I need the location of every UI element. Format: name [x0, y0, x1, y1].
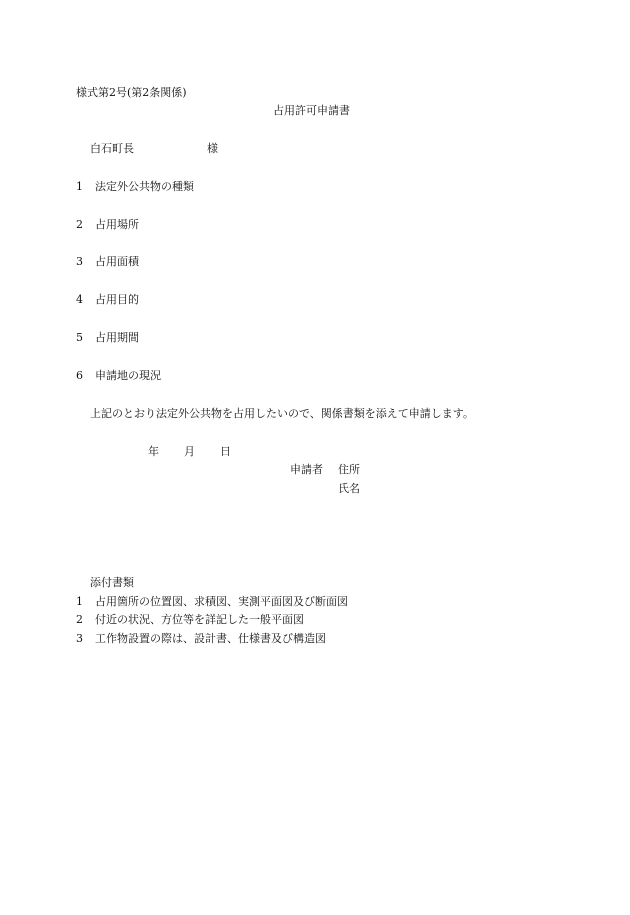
attachments-heading: 添付書類: [90, 576, 134, 589]
item-number: 2: [76, 218, 83, 231]
applicant-name-label: 氏名: [338, 482, 360, 495]
attachment-item: [76, 614, 304, 625]
item-number: 3: [76, 255, 83, 268]
item-current-state: [76, 370, 161, 381]
application-statement: 上記のとおり法定外公共物を占用したいので、関係書類を添えて申請します。: [90, 407, 474, 420]
item-location: [76, 219, 139, 230]
addressee-name: 白石町長: [90, 142, 134, 155]
item-period: [76, 332, 139, 343]
item-label: 占用場所: [95, 218, 139, 231]
item-number: 1: [76, 180, 83, 193]
item-number: 4: [76, 293, 83, 306]
attachment-number: 3: [76, 632, 83, 645]
item-label: 占用期間: [95, 331, 139, 344]
item-label: 法定外公共物の種類: [95, 180, 194, 193]
attachment-item: [76, 596, 348, 607]
applicant-label: 申請者: [290, 463, 323, 476]
addressee-honorific: 様: [207, 142, 218, 155]
form-number: 様式第2号(第2条関係): [76, 86, 187, 99]
attachment-text: 付近の状況、方位等を詳記した一般平面図: [95, 613, 304, 626]
item-number: 5: [76, 331, 83, 344]
item-number: 6: [76, 369, 83, 382]
date-day: 日: [220, 445, 231, 458]
item-label: 占用面積: [95, 255, 139, 268]
date-year: 年: [148, 445, 159, 458]
applicant-address-label: 住所: [338, 463, 360, 476]
attachment-text: 工作物設置の際は、設計書、仕様書及び構造図: [95, 632, 326, 645]
form-title: 占用許可申請書: [273, 104, 350, 117]
attachment-number: 2: [76, 613, 83, 626]
attachment-item: [76, 633, 326, 644]
item-type: [76, 181, 194, 192]
item-label: 申請地の現況: [95, 369, 161, 382]
date-month: 月: [184, 445, 195, 458]
item-area: [76, 256, 139, 267]
item-label: 占用目的: [95, 293, 139, 306]
attachment-text: 占用箇所の位置図、求積図、実測平面図及び断面図: [95, 595, 348, 608]
item-purpose: [76, 294, 139, 305]
attachment-number: 1: [76, 595, 83, 608]
